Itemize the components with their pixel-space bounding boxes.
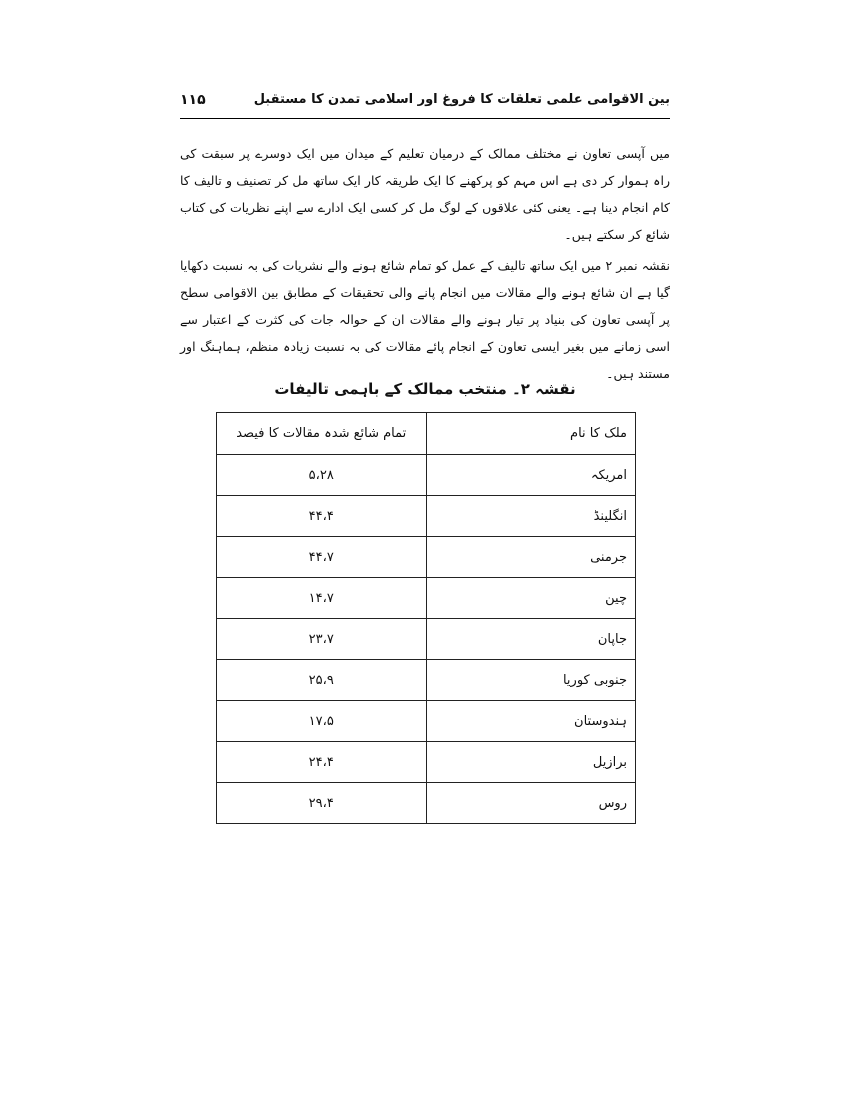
country-cell: ہندوستان [426, 701, 636, 742]
percent-cell: ۴۴،۷ [217, 537, 427, 578]
table-title: نقشہ ۲۔ منتخب ممالک کے باہمی تالیفات [274, 380, 576, 398]
percent-column-header: تمام شائع شدہ مقالات کا فیصد [217, 413, 427, 455]
percent-cell: ۲۹،۴ [217, 783, 427, 824]
table-row [217, 496, 636, 537]
co-authorship-table [216, 412, 636, 824]
table-row [217, 783, 636, 824]
table-header-row [217, 413, 636, 455]
country-column-header: ملک کا نام [426, 413, 636, 455]
page-header [180, 92, 670, 114]
paragraph: میں آپسی تعاون نے مختلف ممالک کے درمیان تعلیم کے میدان میں ایک دوسرے پر سبقت کی راہ ہموار کر دی ہے اس مہم کو پرکھنے کا ایک طریقہ کار ایک ساتھ مل کر تصنیف و تالیف کا کام انجام دینا ہے۔ یعنی کئی علاقوں کے لوگ مل کر کسی ایک ادارے سے اپنے نظریات کی کتاب شائع کر سکتے ہیں۔ [180, 146, 670, 242]
percent-cell: ۱۴،۷ [217, 578, 427, 619]
running-title: بین الاقوامی علمی تعلقات کا فروغ اور اسلامی تمدن کا مستقبل [253, 92, 670, 107]
country-cell: روس [426, 783, 636, 824]
header-rule [180, 118, 670, 119]
table-row [217, 742, 636, 783]
table-row [217, 578, 636, 619]
table-row [217, 660, 636, 701]
table-row [217, 619, 636, 660]
country-cell: امریکہ [426, 455, 636, 496]
paragraph: نقشہ نمبر ۲ میں ایک ساتھ تالیف کے عمل کو تمام شائع ہونے والے نشریات کی بہ نسبت دکھایا گیا ہے ان شائع ہونے والے مقالات میں انجام پانے والی تحقیقات کے مطابق بین الاقوامی سطح پر آپسی تعاون کی بنیاد پر تیار ہونے والے مقالات ان کے حوالہ جات کی کثرت کے اعتبار سے اسی زمانے میں بغیر ایسی تعاون کے انجام پائے مقالات کی بہ نسبت زیادہ منظم، ہماہنگ اور مستند ہیں۔ [180, 258, 670, 381]
percent-cell: ۲۵،۹ [217, 660, 427, 701]
percent-cell: ۱۷،۵ [217, 701, 427, 742]
body-text [180, 140, 670, 391]
table-row [217, 537, 636, 578]
table-row [217, 701, 636, 742]
percent-cell: ۲۴،۴ [217, 742, 427, 783]
country-cell: جاپان [426, 619, 636, 660]
page-number: ۱۱۵ [180, 92, 206, 108]
percent-cell: ۴۴،۴ [217, 496, 427, 537]
country-cell: چین [426, 578, 636, 619]
country-cell: جنوبی کوریا [426, 660, 636, 701]
percent-cell: ۲۳،۷ [217, 619, 427, 660]
country-cell: جرمنی [426, 537, 636, 578]
country-cell: انگلینڈ [426, 496, 636, 537]
percent-cell: ۵،۲۸ [217, 455, 427, 496]
table-row [217, 455, 636, 496]
country-cell: برازیل [426, 742, 636, 783]
